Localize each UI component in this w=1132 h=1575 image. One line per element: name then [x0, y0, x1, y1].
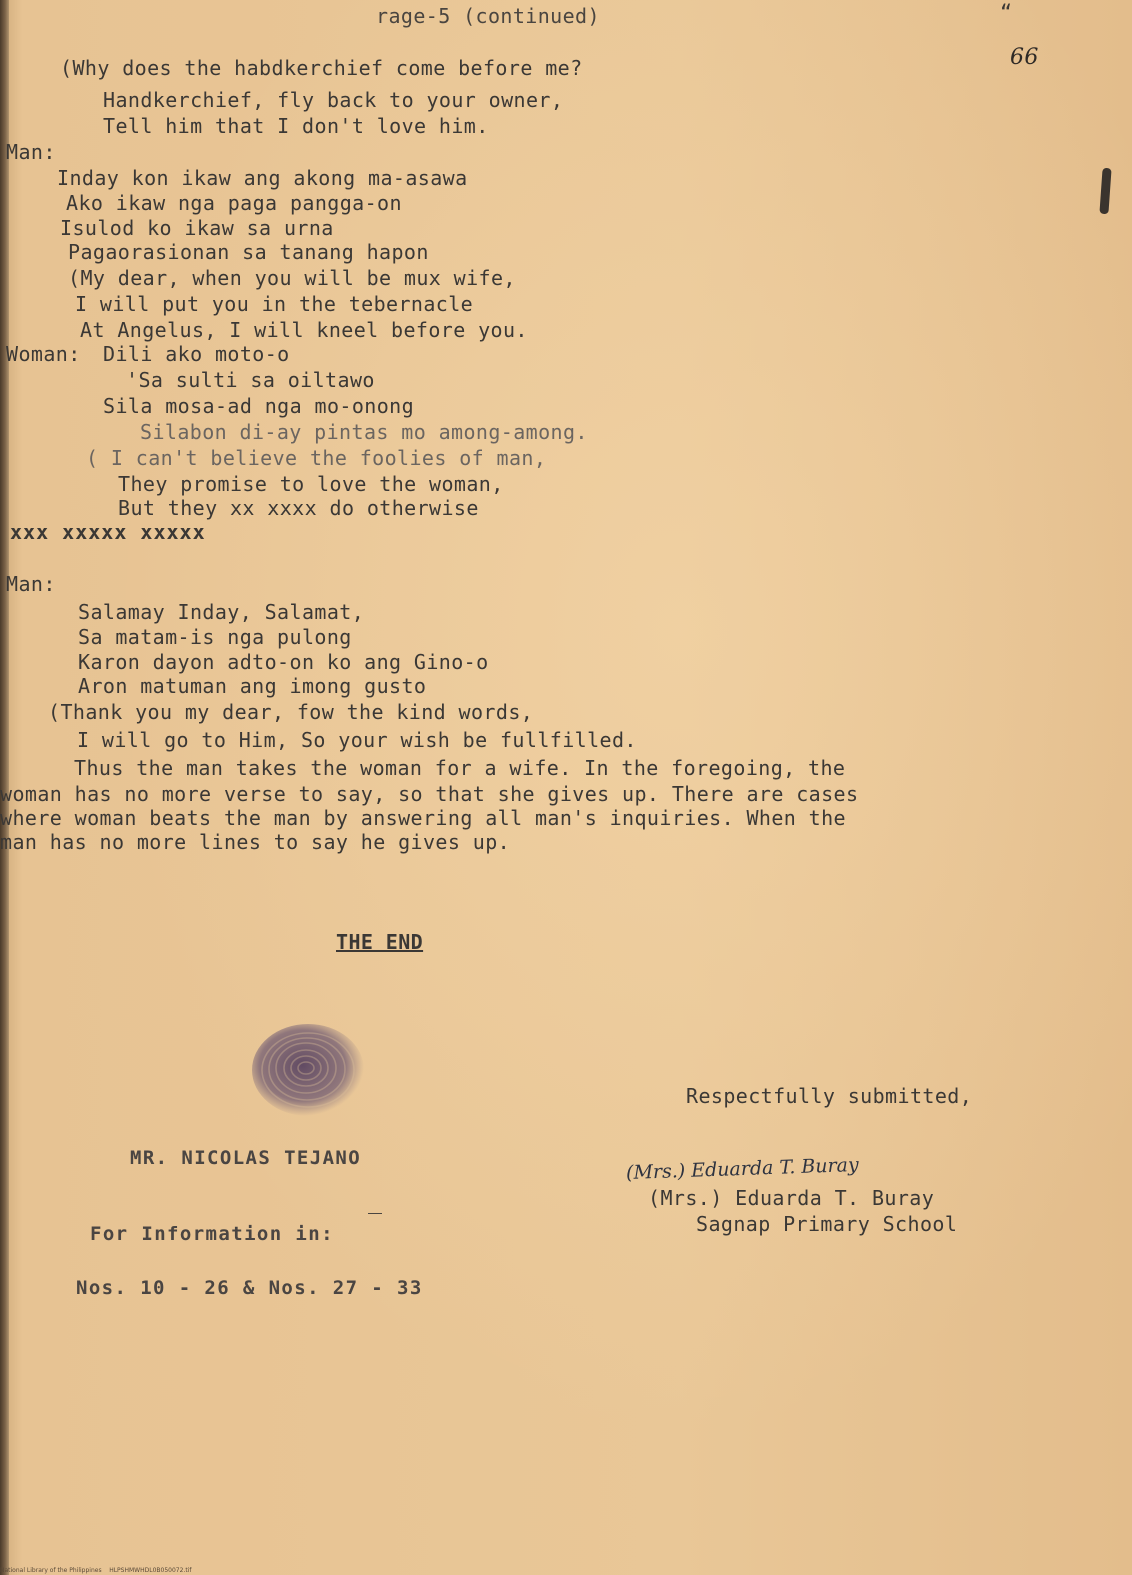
archive-footer: National Library of the Philippines HLPSHMWHDL0B050072.tif: [0, 1567, 192, 1574]
verse-line: But they xx xxxx do otherwise: [118, 496, 479, 520]
prose-line: man has no more lines to say he gives up.: [0, 830, 511, 854]
information-numbers: Nos. 10 - 26 & Nos. 27 - 33: [76, 1277, 423, 1299]
corner-mark: “: [1000, 0, 1013, 24]
prose-line: where woman beats the man by answering all man's inquiries. When the: [0, 806, 846, 830]
informant-name: MR. NICOLAS TEJANO: [130, 1147, 362, 1169]
verse-line: (Why does the habdkerchief come before me?: [60, 56, 583, 80]
verse-line: Sila mosa-ad nga mo-onong: [103, 394, 415, 418]
verse-line: Pagaorasionan sa tanang hapon: [68, 240, 429, 264]
prose-line: woman has no more verse to say, so that she gives up. There are cases: [0, 782, 859, 806]
verse-line: 'Sa sulti sa oiltawo: [126, 368, 375, 392]
information-label: For Information in:: [90, 1223, 334, 1245]
verse-line: Silabon di-ay pintas mo among-among.: [140, 420, 588, 444]
pencil-mark: [1099, 168, 1111, 215]
verse-line: Dili ako moto-o: [103, 342, 290, 366]
struck-out-line: xxx xxxxx xxxxx: [10, 520, 206, 544]
page-number: 66: [1010, 45, 1039, 70]
speaker-label: Woman:: [6, 342, 81, 366]
verse-line: I will go to Him, So your wish be fullfilled.: [77, 728, 637, 752]
continued-header: rage-5 (continued): [376, 4, 600, 28]
verse-line: (Thank you my dear, fow the kind words,: [48, 700, 534, 724]
verse-line: They promise to love the woman,: [118, 472, 504, 496]
verse-line: Salamay Inday, Salamat,: [78, 600, 365, 624]
verse-line: Isulod ko ikaw sa urna: [60, 216, 334, 240]
stray-mark: [368, 1213, 382, 1214]
school-name: Sagnap Primary School: [696, 1212, 958, 1236]
verse-line: Ako ikaw nga paga pangga-on: [66, 191, 402, 215]
prose-line: Thus the man takes the woman for a wife. In the foregoing, the: [74, 756, 846, 780]
verse-line: (My dear, when you will be mux wife,: [68, 266, 516, 290]
verse-line: Tell him that I don't love him.: [103, 114, 489, 138]
handwritten-signature: (Mrs.) Eduarda T. Buray: [625, 1153, 860, 1185]
verse-line: Aron matuman ang imong gusto: [78, 674, 427, 698]
verse-line: Inday kon ikaw ang akong ma-asawa: [57, 166, 468, 190]
fingerprint-icon: [250, 1018, 372, 1120]
verse-line: At Angelus, I will kneel before you.: [80, 318, 528, 342]
verse-line: Sa matam-is nga pulong: [78, 625, 352, 649]
verse-line: I will put you in the tebernacle: [75, 292, 474, 316]
verse-line: Karon dayon adto-on ko ang Gino-o: [78, 650, 489, 674]
end-title: THE END: [336, 930, 424, 954]
verse-line: Handkerchief, fly back to your owner,: [103, 88, 564, 112]
signatory-name: (Mrs.) Eduarda T. Buray: [648, 1186, 935, 1210]
verse-line: ( I can't believe the foolies of man,: [86, 446, 547, 470]
speaker-label: Man:: [6, 140, 56, 164]
speaker-label: Man:: [6, 572, 56, 596]
respectfully-submitted: Respectfully submitted,: [686, 1084, 973, 1108]
